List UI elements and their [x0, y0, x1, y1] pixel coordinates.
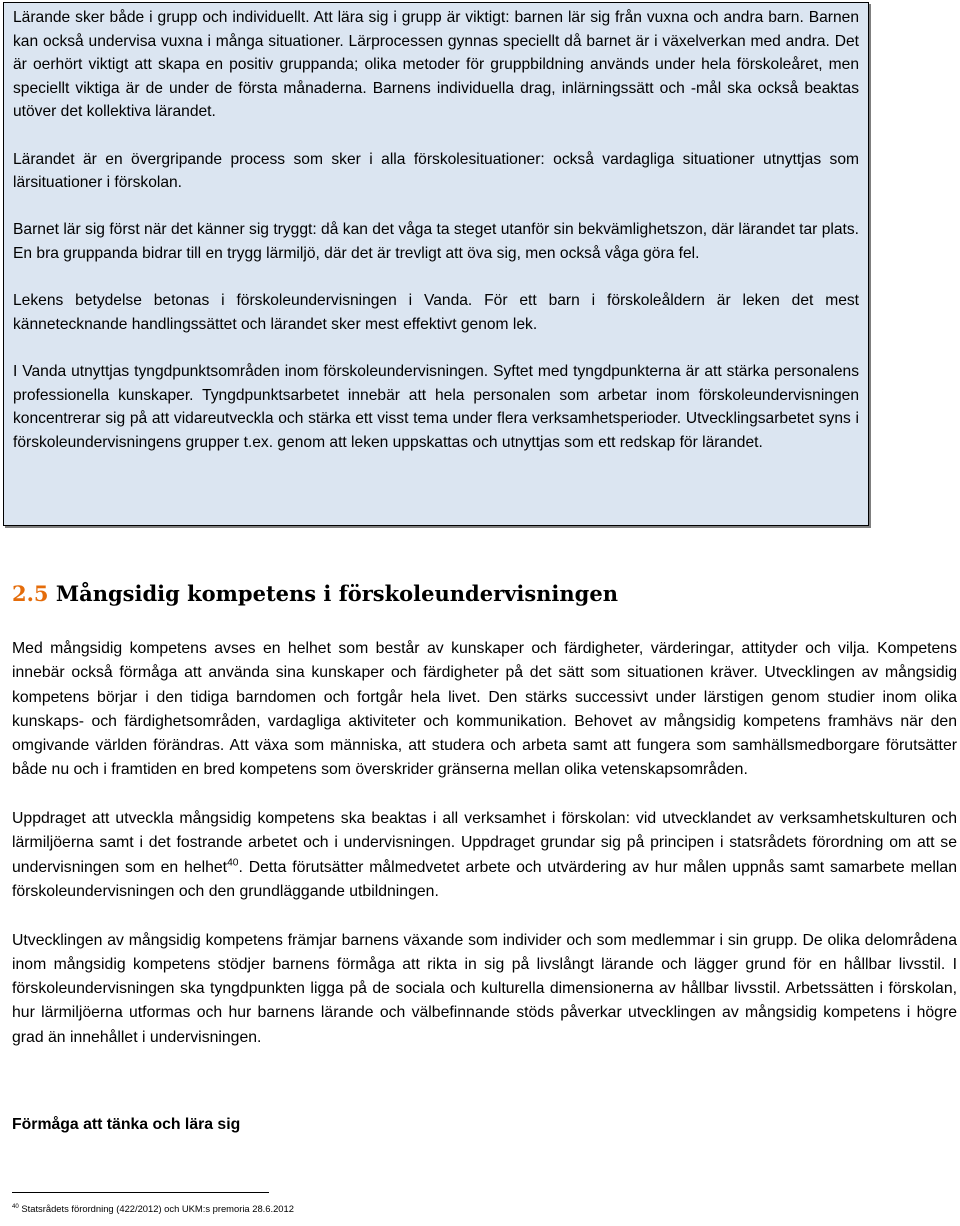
box-paragraph-1-part-a: Lärande sker både i grupp och individuellt. Att lära sig i grupp är viktigt: barnen lär sig från vuxna och andra barn. Barnen kan också undervisa vuxna i många situationer. Lärprocessen gynnas speciellt då barnet är i växelverkan med andra.: [13, 9, 859, 50]
section-number: 2.5: [12, 581, 49, 606]
box-paragraph-5: I Vanda utnyttjas tyngdpunktsområden inom förskoleundervisningen. Syftet med tyngdpunkterna är att stärka personalens professionella kunskaper. Tyngdpunktsarbetet innebär att hela personalen som arbetar inom förskoleundervisningen koncentrerar sig på att vidareutveckla och stärka ett visst tema under flera verksamhetsperioder. Utvecklingsarbetet syns i förskoleundervisningens grupper t.ex. genom att leken uppskattas och utnyttjas som ett redskap för lärandet.: [13, 362, 859, 451]
box-paragraph-3: Barnet lär sig först när det känner sig tryggt: då kan det våga ta steget utanför sin bekvämlighetszon, där lärandet tar plats. En bra gruppanda bidrar till en trygg lärmiljö, där det är trevligt att öva sig, men också våga göra fel.: [13, 221, 859, 262]
footnote-number: 40: [12, 1202, 19, 1210]
box-paragraph-2: Lärandet är en övergripande process som sker i alla förskolesituationer: också vardagliga situationer utnyttjas som lärsituationer i förskolan.: [13, 150, 859, 192]
body-paragraph-3: Utvecklingen av mångsidig kompetens främjar barnens växande som individer och som medlemmar i sin grupp. De olika delområdena inom mångsidig kompetens stödjer barnens förmåga att rikta in sig på livslångt lärande och lägger grund för en hållbar livsstil. I förskoleundervisningen ska tyngdpunkten ligga på de sociala och kulturella dimensionerna av hållbar livsstil. Arbetssätten i förskolan, hur lärmiljöerna utformas och hur barnens lärande och välbefinnande stöds påverkar utvecklingen av mångsidig kompetens i högre grad än innehållet i undervisningen.: [12, 931, 957, 1046]
body-paragraph-2: [12, 807, 957, 904]
box-paragraph-1: [13, 6, 859, 124]
subheading: Förmåga att tänka och lära sig: [12, 1116, 241, 1133]
box-paragraph-4: Lekens betydelse betonas i förskoleundervisningen i Vanda. För ett barn i förskoleåldern är leken det mest kännetecknande handlingssättet och lärandet sker mest effektivt genom lek.: [13, 292, 859, 333]
section-heading: [12, 580, 618, 608]
body-paragraph-1: Med mångsidig kompetens avses en helhet som består av kunskaper och färdigheter, värderingar, attityder och vilja. Kompetens innebär också förmåga att använda sina kunskaper och färdigheter på det sätt som situationen kräver. Utvecklingen av mångsidig kompetens börjar i den tidiga barndomen och fortgår hela livet. Den stärks successivt under lärstigen genom studier inom olika kunskaps- och färdighetsområden, vardagliga aktiviteter och kommunikation. Behovet av mångsidig kompetens framhävs när den omgivande världen förändras. Att växa som människa, att studera och arbeta samt att fungera som samhällsmedborgare förutsätter både nu och i framtiden en bred kompetens som överskrider gränserna mellan olika vetenskapsområden.: [12, 640, 957, 779]
section-body: [12, 637, 957, 1050]
highlight-box: [3, 2, 869, 526]
footnote-divider: [12, 1192, 269, 1193]
box-paragraph-1-part-b: Det är oerhört viktigt att skapa en positiv gruppanda; olika metoder för gruppbildning används under hela förskoleåret, men speciellt viktiga är de under de första månaderna. Barnens individuella drag, inlärningssätt och -mål ska också beaktas utöver det kollektiva lärandet.: [13, 32, 859, 121]
body-paragraph-2-part-b: . Detta förutsätter målmedvetet arbete och utvärdering av hur målen uppnås samt samarbete mellan förskoleundervisningen och den grundläggande utbildningen.: [12, 858, 957, 900]
footnote-text: Statsrådets förordning (422/2012) och UKM:s premoria 28.6.2012: [18, 1203, 294, 1214]
footnote: [12, 1201, 294, 1217]
section-title: Mångsidig kompetens i förskoleundervisningen: [48, 581, 618, 606]
body-paragraph-2-part-a: Uppdraget att utveckla mångsidig kompetens ska beaktas i all verksamhet i förskolan: vid utvecklandet av verksamhetskulturen och lärmiljöerna samt i det fostrande arbetet och i undervisningen. Uppdraget grundar sig på principen i statsrådets förordning om att se undervisningen som en helhet: [12, 810, 957, 876]
footnote-reference[interactable]: 40: [227, 857, 239, 869]
